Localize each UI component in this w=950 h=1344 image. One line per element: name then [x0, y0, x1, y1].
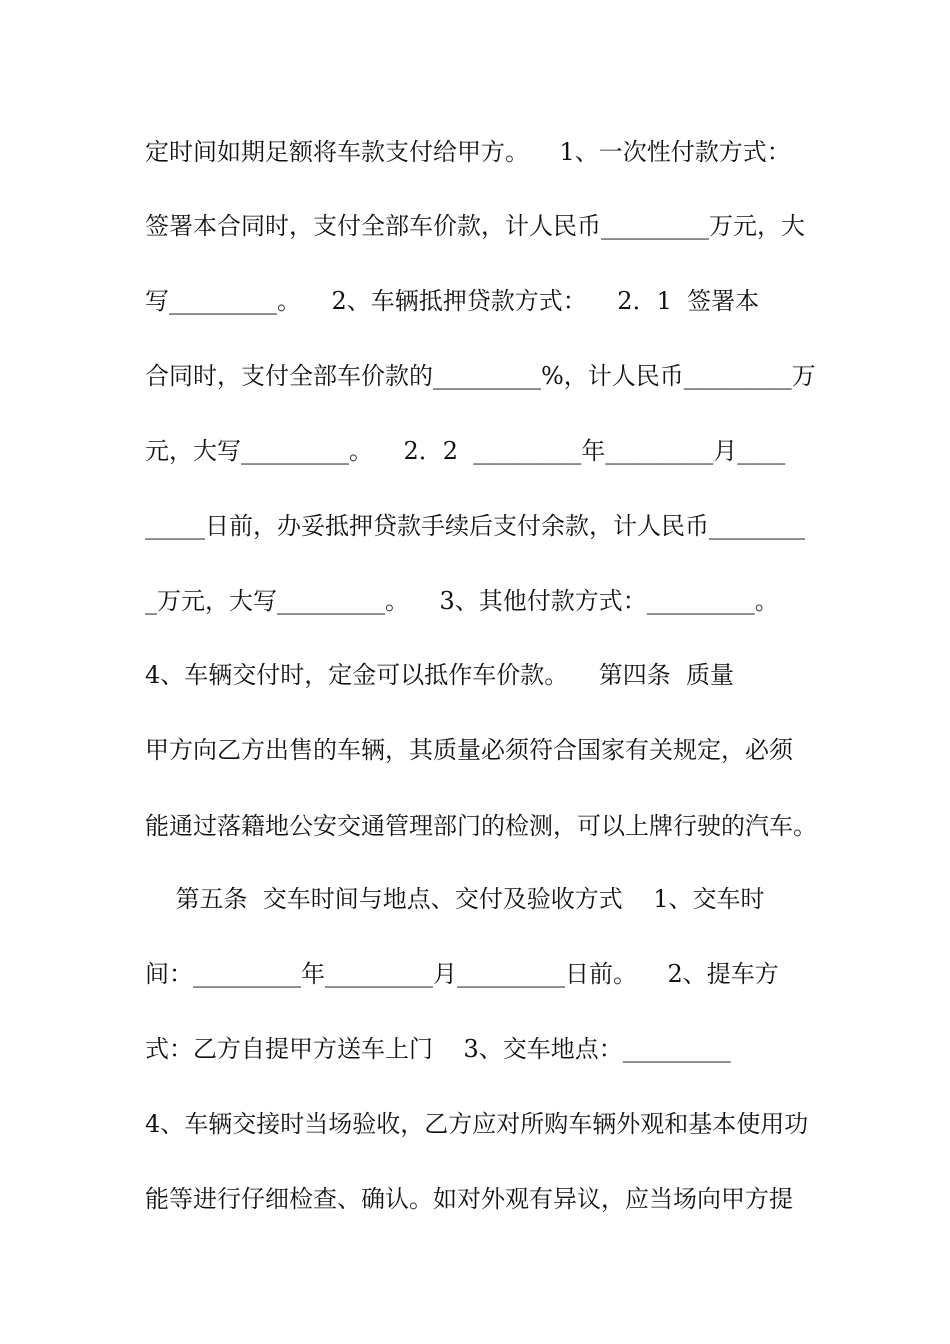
text-line: 能等进行仔细检查、确认。如对外观有异议，应当场向甲方提	[145, 1185, 793, 1213]
text-line: 元，大写_________。 2．2 _________年_________月____	[145, 437, 786, 465]
text-line: _____日前，办妥抵押贷款手续后支付余款，计人民币________	[145, 512, 805, 540]
text-line: 甲方向乙方出售的车辆，其质量必须符合国家有关规定，必须	[145, 736, 793, 764]
text-line: 4、车辆交付时，定金可以抵作车价款。 第四条 质量	[145, 661, 735, 689]
text-line: 4、车辆交接时当场验收，乙方应对所购车辆外观和基本使用功	[145, 1110, 809, 1138]
text-line: 签署本合同时，支付全部车价款，计人民币_________万元，大	[145, 212, 805, 240]
text-line: 间：_________年_________月_________日前。 2、提车方	[145, 960, 779, 988]
text-line: 写_________。 2、车辆抵押贷款方式： 2．1 签署本	[145, 287, 760, 315]
text-line: 合同时，支付全部车价款的_________%，计人民币_________万	[145, 362, 816, 390]
section-heading-line: 第五条 交车时间与地点、交付及验收方式 1、交车时	[145, 885, 765, 913]
text-line: 定时间如期足额将车款支付给甲方。 1、一次性付款方式：	[145, 138, 791, 166]
text-line: 能通过落籍地公安交通管理部门的检测，可以上牌行驶的汽车。	[145, 812, 817, 840]
text-line: 式：乙方自提甲方送车上门 3、交车地点：_________	[145, 1035, 731, 1063]
text-line: _万元，大写_________。 3、其他付款方式：_________。	[145, 587, 779, 615]
